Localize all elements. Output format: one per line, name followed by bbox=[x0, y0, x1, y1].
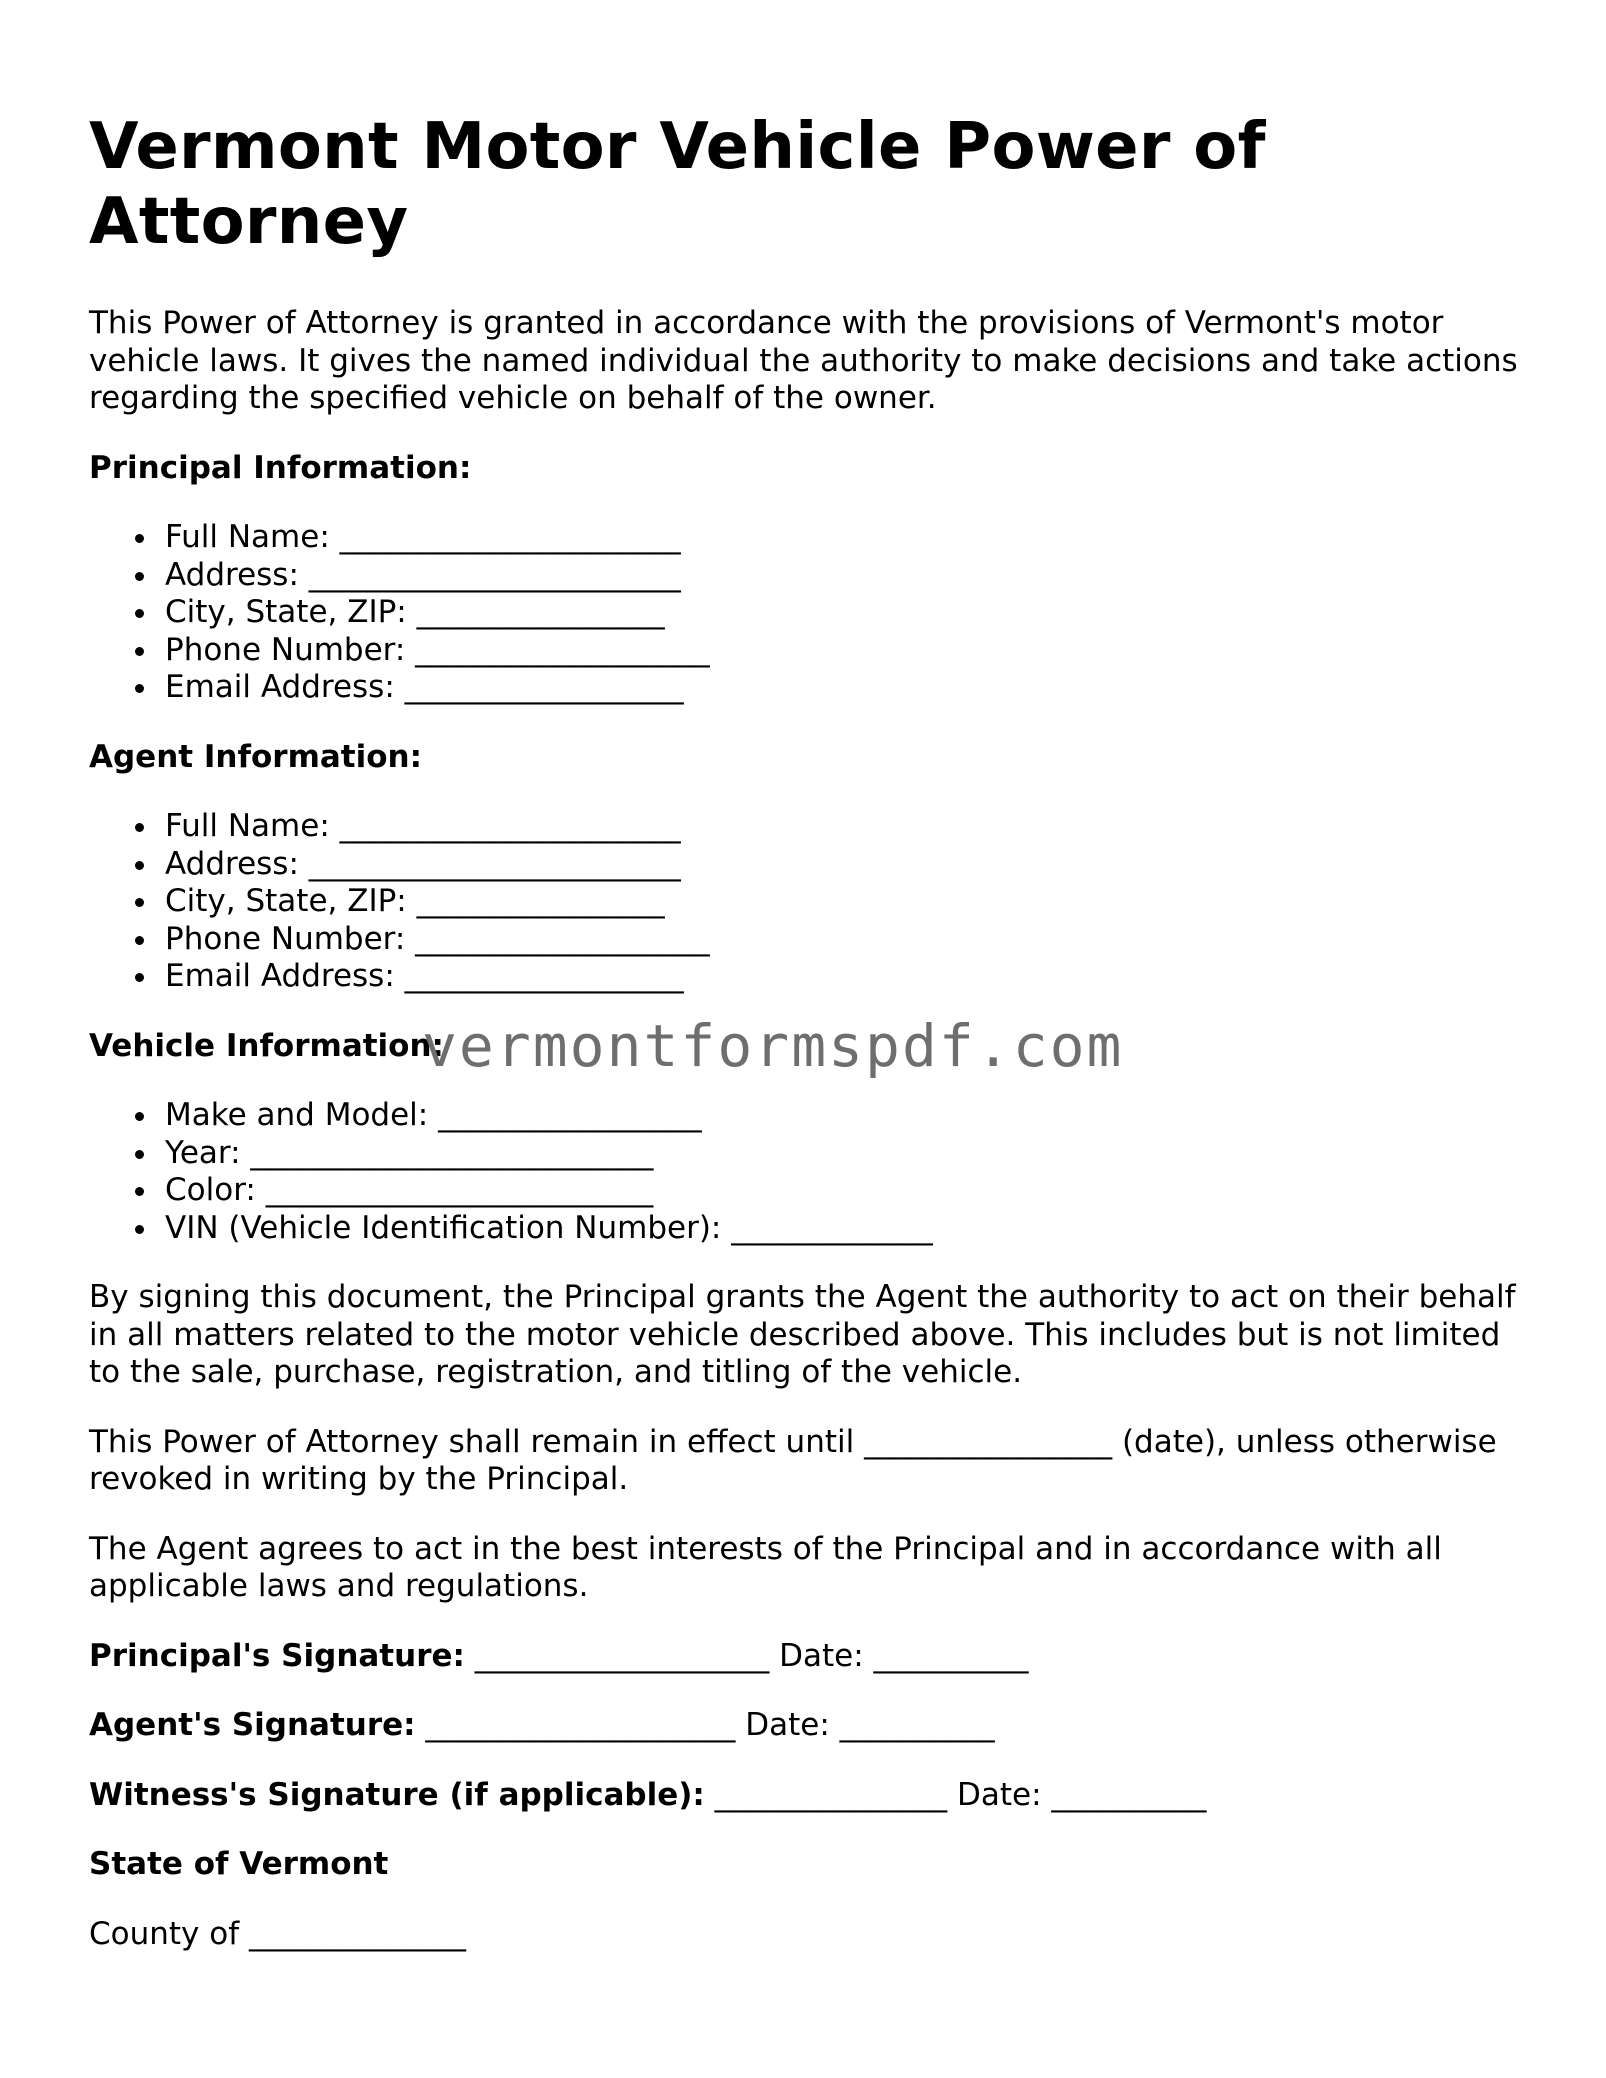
county-line[interactable]: County of ______________ bbox=[89, 1915, 466, 1952]
principal-heading: Principal Information: bbox=[89, 449, 472, 486]
vehicle-field-list bbox=[89, 1097, 1519, 1247]
vehicle-color-field[interactable]: Color: _________________________ bbox=[165, 1172, 1519, 1210]
agreement-paragraph: The Agent agrees to act in the best interests of the Principal and in accordance with all applicable laws and regulations. bbox=[89, 1530, 1442, 1604]
witness-signature-line[interactable] bbox=[89, 1777, 1519, 1815]
witness-signature-label: Witness's Signature (if applicable): bbox=[89, 1776, 705, 1813]
principal-field-list bbox=[89, 519, 1519, 707]
agent-phone-field[interactable]: Phone Number: ___________________ bbox=[165, 921, 1519, 959]
grant-paragraph: By signing this document, the Principal grants the Agent the authority to act on their behalf in all matters related to the motor vehicle described above. This includes but is not limited to the sale, purchase, registration, and titling of the vehicle. bbox=[89, 1279, 1516, 1390]
principal-full-name-field[interactable]: Full Name: ______________________ bbox=[165, 519, 1519, 557]
state-heading: State of Vermont bbox=[89, 1846, 389, 1882]
watermark-text: vermontformspdf.com bbox=[422, 1012, 1124, 1080]
duration-paragraph[interactable]: This Power of Attorney shall remain in effect until ________________ (date), unless otherwise revoked in writing by the Principal. bbox=[89, 1423, 1497, 1497]
vehicle-vin-field[interactable]: VIN (Vehicle Identification Number): _____________ bbox=[165, 1210, 1519, 1248]
principal-signature-blank[interactable]: ___________________ Date: __________ bbox=[464, 1637, 1029, 1674]
agent-email-field[interactable]: Email Address: __________________ bbox=[165, 958, 1519, 996]
agent-field-list bbox=[89, 808, 1519, 996]
vehicle-year-field[interactable]: Year: __________________________ bbox=[165, 1135, 1519, 1173]
intro-paragraph: This Power of Attorney is granted in accordance with the provisions of Vermont's motor vehicle laws. It gives the named individual the authority to make decisions and take actions regarding the specified vehicle on behalf of the owner. bbox=[89, 305, 1518, 416]
principal-city-state-zip-field[interactable]: City, State, ZIP: ________________ bbox=[165, 594, 1519, 632]
agent-city-state-zip-field[interactable]: City, State, ZIP: ________________ bbox=[165, 883, 1519, 921]
witness-signature-blank[interactable]: _______________ Date: __________ bbox=[704, 1776, 1207, 1813]
principal-phone-field[interactable]: Phone Number: ___________________ bbox=[165, 632, 1519, 670]
principal-email-field[interactable]: Email Address: __________________ bbox=[165, 669, 1519, 707]
principal-signature-label: Principal's Signature: bbox=[89, 1637, 465, 1674]
agent-signature-label: Agent's Signature: bbox=[89, 1707, 416, 1743]
vehicle-make-model-field[interactable]: Make and Model: _________________ bbox=[165, 1097, 1519, 1135]
agent-heading: Agent Information: bbox=[89, 738, 422, 775]
agent-address-field[interactable]: Address: ________________________ bbox=[165, 846, 1519, 884]
principal-signature-line[interactable] bbox=[89, 1638, 1519, 1676]
agent-full-name-field[interactable]: Full Name: ______________________ bbox=[165, 808, 1519, 846]
document-page bbox=[89, 110, 1519, 1985]
agent-signature-line[interactable] bbox=[89, 1707, 1519, 1745]
agent-signature-blank[interactable]: ____________________ Date: __________ bbox=[415, 1707, 995, 1743]
document-title: Vermont Motor Vehicle Power of Attorney bbox=[89, 110, 1266, 259]
principal-address-field[interactable]: Address: ________________________ bbox=[165, 557, 1519, 595]
vehicle-heading: Vehicle Information: bbox=[89, 1027, 444, 1064]
